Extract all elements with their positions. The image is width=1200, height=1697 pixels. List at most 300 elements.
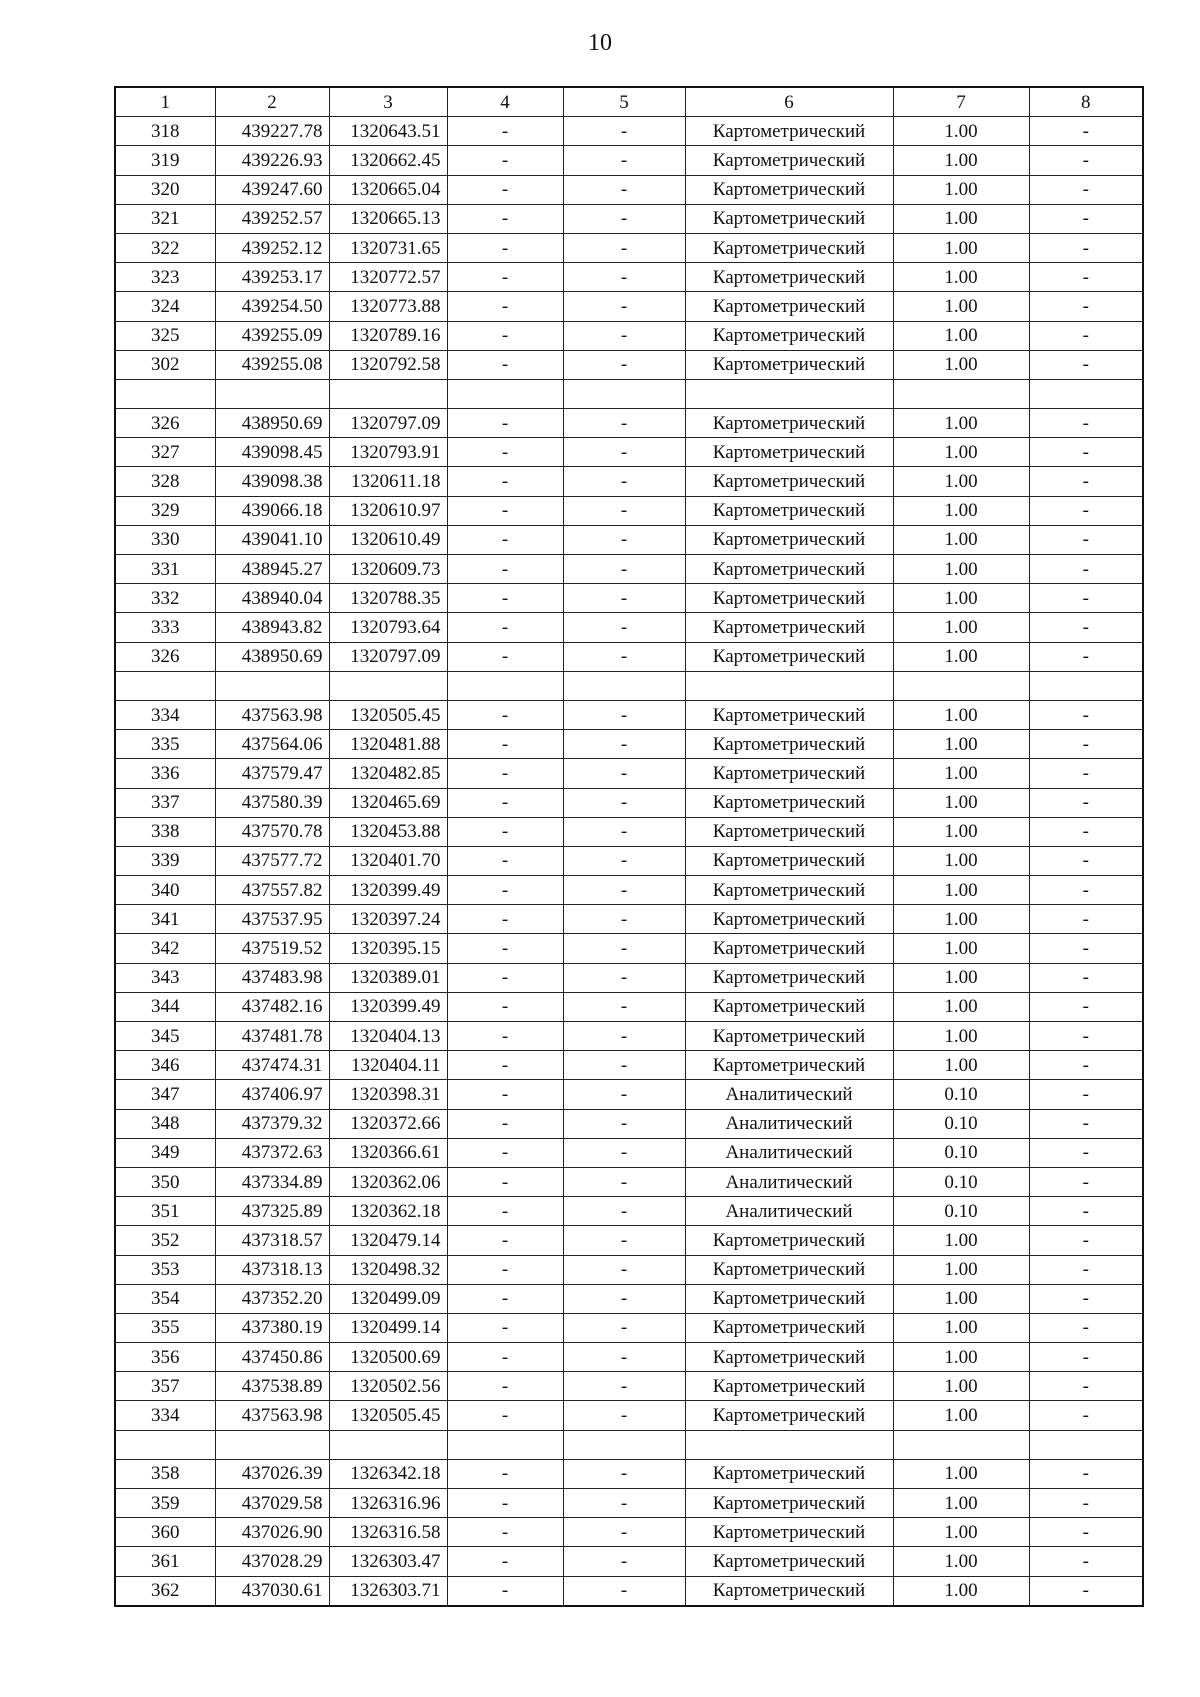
table-row bbox=[115, 467, 1143, 496]
table-cell: Аналитический bbox=[685, 1197, 893, 1226]
table-row bbox=[115, 613, 1143, 642]
table-cell: - bbox=[447, 613, 563, 642]
table-cell: 437481.78 bbox=[215, 1022, 329, 1051]
table-cell: - bbox=[563, 1167, 685, 1196]
table-cell: 356 bbox=[115, 1343, 215, 1372]
table-cell: 358 bbox=[115, 1459, 215, 1488]
table-row bbox=[115, 905, 1143, 934]
table-row bbox=[115, 1372, 1143, 1401]
table-row bbox=[115, 350, 1143, 379]
table-cell: 352 bbox=[115, 1226, 215, 1255]
table-cell: Картометрический bbox=[685, 1313, 893, 1342]
table-row bbox=[115, 438, 1143, 467]
table-cell: 437318.57 bbox=[215, 1226, 329, 1255]
column-header: 8 bbox=[1029, 87, 1143, 117]
table-cell: 330 bbox=[115, 525, 215, 554]
table-cell: 437029.58 bbox=[215, 1489, 329, 1518]
table-cell: 1.00 bbox=[893, 1343, 1029, 1372]
table-cell: Картометрический bbox=[685, 1372, 893, 1401]
table-cell: 1.00 bbox=[893, 146, 1029, 175]
table-cell: - bbox=[1029, 525, 1143, 554]
table-cell: 362 bbox=[115, 1576, 215, 1606]
table-cell: 439255.08 bbox=[215, 350, 329, 379]
table-cell: 1.00 bbox=[893, 759, 1029, 788]
table-cell: - bbox=[447, 146, 563, 175]
table-cell: - bbox=[447, 117, 563, 146]
table-cell: - bbox=[447, 350, 563, 379]
table-cell bbox=[115, 671, 215, 700]
table-cell: Картометрический bbox=[685, 292, 893, 321]
table-cell: - bbox=[1029, 700, 1143, 729]
table-cell: 1320399.49 bbox=[329, 992, 447, 1021]
table-cell: 354 bbox=[115, 1284, 215, 1313]
table-cell: - bbox=[447, 788, 563, 817]
table-cell: 1.00 bbox=[893, 292, 1029, 321]
table-cell: 437372.63 bbox=[215, 1138, 329, 1167]
table-cell: - bbox=[563, 146, 685, 175]
table-cell: 1320665.04 bbox=[329, 175, 447, 204]
table-cell: 437026.39 bbox=[215, 1459, 329, 1488]
table-cell: - bbox=[563, 584, 685, 613]
table-cell: 437577.72 bbox=[215, 846, 329, 875]
table-cell: - bbox=[447, 992, 563, 1021]
table-cell: 1.00 bbox=[893, 817, 1029, 846]
table-cell: 1320499.09 bbox=[329, 1284, 447, 1313]
table-body bbox=[115, 117, 1143, 1606]
table-cell: - bbox=[1029, 496, 1143, 525]
table-cell: 359 bbox=[115, 1489, 215, 1518]
table-cell: 1320609.73 bbox=[329, 555, 447, 584]
table-cell: - bbox=[1029, 788, 1143, 817]
table-cell: 439252.12 bbox=[215, 233, 329, 262]
table-cell: Картометрический bbox=[685, 350, 893, 379]
table-cell: Картометрический bbox=[685, 117, 893, 146]
table-cell: - bbox=[447, 1080, 563, 1109]
table-cell: - bbox=[1029, 467, 1143, 496]
table-cell: 439227.78 bbox=[215, 117, 329, 146]
table-cell: 1.00 bbox=[893, 700, 1029, 729]
table-cell: 1.00 bbox=[893, 1459, 1029, 1488]
table-row bbox=[115, 117, 1143, 146]
table-cell: 322 bbox=[115, 233, 215, 262]
table-cell: 361 bbox=[115, 1547, 215, 1576]
column-header: 6 bbox=[685, 87, 893, 117]
table-cell: 1.00 bbox=[893, 846, 1029, 875]
table-cell: 1320505.45 bbox=[329, 700, 447, 729]
table-cell: 360 bbox=[115, 1518, 215, 1547]
table-cell: - bbox=[1029, 1080, 1143, 1109]
table-cell: 1320404.11 bbox=[329, 1051, 447, 1080]
table-cell: 1326342.18 bbox=[329, 1459, 447, 1488]
table-cell: Картометрический bbox=[685, 1576, 893, 1606]
table-cell: - bbox=[1029, 1022, 1143, 1051]
table-cell: 1320505.45 bbox=[329, 1401, 447, 1430]
table-cell: - bbox=[1029, 613, 1143, 642]
table-cell: 1320662.45 bbox=[329, 146, 447, 175]
table-cell: 1320792.58 bbox=[329, 350, 447, 379]
table-cell: 439252.57 bbox=[215, 204, 329, 233]
table-cell: 338 bbox=[115, 817, 215, 846]
table-cell: 0.10 bbox=[893, 1109, 1029, 1138]
table-cell: Картометрический bbox=[685, 788, 893, 817]
table-cell: 1.00 bbox=[893, 233, 1029, 262]
table-cell: - bbox=[1029, 1284, 1143, 1313]
table-cell: - bbox=[563, 700, 685, 729]
table-cell: Картометрический bbox=[685, 438, 893, 467]
table-cell: 1320404.13 bbox=[329, 1022, 447, 1051]
table-cell: 1.00 bbox=[893, 321, 1029, 350]
table-row bbox=[115, 1313, 1143, 1342]
table-cell: - bbox=[563, 788, 685, 817]
table-cell: 1326316.96 bbox=[329, 1489, 447, 1518]
table-cell: 437325.89 bbox=[215, 1197, 329, 1226]
table-cell: - bbox=[563, 1080, 685, 1109]
table-cell: 438943.82 bbox=[215, 613, 329, 642]
table-cell: - bbox=[447, 1255, 563, 1284]
table-cell: - bbox=[447, 1547, 563, 1576]
table-cell: - bbox=[1029, 905, 1143, 934]
table-cell: 0.10 bbox=[893, 1080, 1029, 1109]
table-cell: 355 bbox=[115, 1313, 215, 1342]
table-cell: - bbox=[1029, 1138, 1143, 1167]
table-cell: - bbox=[447, 1138, 563, 1167]
table-cell: - bbox=[447, 1022, 563, 1051]
table-cell: - bbox=[563, 642, 685, 671]
table-cell: - bbox=[1029, 175, 1143, 204]
table-cell: 323 bbox=[115, 263, 215, 292]
table-cell: 1.00 bbox=[893, 934, 1029, 963]
table-cell: - bbox=[447, 1167, 563, 1196]
table-row bbox=[115, 1430, 1143, 1459]
table-cell bbox=[1029, 379, 1143, 408]
table-cell: Картометрический bbox=[685, 1489, 893, 1518]
table-cell: 437537.95 bbox=[215, 905, 329, 934]
table-cell: Картометрический bbox=[685, 496, 893, 525]
table-cell: 1320500.69 bbox=[329, 1343, 447, 1372]
table-row bbox=[115, 1109, 1143, 1138]
table-cell: 325 bbox=[115, 321, 215, 350]
table-cell: - bbox=[563, 555, 685, 584]
table-row bbox=[115, 1197, 1143, 1226]
table-row bbox=[115, 1547, 1143, 1576]
table-cell: 1320502.56 bbox=[329, 1372, 447, 1401]
table-cell: - bbox=[1029, 1576, 1143, 1606]
table-cell: 437026.90 bbox=[215, 1518, 329, 1547]
table-cell: - bbox=[447, 1109, 563, 1138]
table-cell: 333 bbox=[115, 613, 215, 642]
table-cell: - bbox=[447, 204, 563, 233]
table-row bbox=[115, 555, 1143, 584]
table-row bbox=[115, 1080, 1143, 1109]
table-cell: 437563.98 bbox=[215, 700, 329, 729]
table-cell bbox=[329, 1430, 447, 1459]
table-row bbox=[115, 788, 1143, 817]
table-cell: 437538.89 bbox=[215, 1372, 329, 1401]
table-row bbox=[115, 817, 1143, 846]
table-row bbox=[115, 1518, 1143, 1547]
table-cell: - bbox=[1029, 146, 1143, 175]
table-row bbox=[115, 934, 1143, 963]
table-row bbox=[115, 1401, 1143, 1430]
table-cell bbox=[329, 379, 447, 408]
table-cell: - bbox=[1029, 817, 1143, 846]
table-cell: 334 bbox=[115, 1401, 215, 1430]
column-header: 7 bbox=[893, 87, 1029, 117]
table-cell: - bbox=[1029, 1051, 1143, 1080]
table-cell: 1.00 bbox=[893, 730, 1029, 759]
table-cell: 1.00 bbox=[893, 1401, 1029, 1430]
table-row bbox=[115, 525, 1143, 554]
table-cell: 321 bbox=[115, 204, 215, 233]
table-cell: 1326316.58 bbox=[329, 1518, 447, 1547]
table-cell bbox=[215, 671, 329, 700]
table-cell: 1320481.88 bbox=[329, 730, 447, 759]
table-cell: 1320797.09 bbox=[329, 409, 447, 438]
table-cell: 439254.50 bbox=[215, 292, 329, 321]
table-cell: - bbox=[1029, 117, 1143, 146]
table-cell: 346 bbox=[115, 1051, 215, 1080]
table-cell: 329 bbox=[115, 496, 215, 525]
table-cell: 437380.19 bbox=[215, 1313, 329, 1342]
table-cell: - bbox=[447, 1372, 563, 1401]
table-cell: Картометрический bbox=[685, 1547, 893, 1576]
table-cell: 341 bbox=[115, 905, 215, 934]
table-cell: 337 bbox=[115, 788, 215, 817]
table-cell: - bbox=[447, 321, 563, 350]
table-cell: - bbox=[447, 438, 563, 467]
table-cell: - bbox=[1029, 876, 1143, 905]
table-cell: 345 bbox=[115, 1022, 215, 1051]
table-cell: - bbox=[563, 525, 685, 554]
table-cell: 1320665.13 bbox=[329, 204, 447, 233]
table-cell: 1.00 bbox=[893, 1051, 1029, 1080]
table-cell: 1320643.51 bbox=[329, 117, 447, 146]
table-row bbox=[115, 146, 1143, 175]
table-cell: - bbox=[1029, 263, 1143, 292]
table-cell: Картометрический bbox=[685, 321, 893, 350]
table-cell: - bbox=[447, 934, 563, 963]
table-cell: 437483.98 bbox=[215, 963, 329, 992]
coordinates-table bbox=[114, 86, 1144, 1607]
table-cell: - bbox=[447, 496, 563, 525]
table-cell: - bbox=[563, 409, 685, 438]
table-cell: 1320482.85 bbox=[329, 759, 447, 788]
table-cell: 1.00 bbox=[893, 263, 1029, 292]
table-cell: Картометрический bbox=[685, 700, 893, 729]
table-cell: 326 bbox=[115, 642, 215, 671]
table-cell: Картометрический bbox=[685, 1518, 893, 1547]
table-cell: 0.10 bbox=[893, 1138, 1029, 1167]
table-cell: 1.00 bbox=[893, 555, 1029, 584]
table-cell: - bbox=[447, 963, 563, 992]
table-cell: 1320395.15 bbox=[329, 934, 447, 963]
table-cell: - bbox=[1029, 759, 1143, 788]
table-cell: - bbox=[1029, 1547, 1143, 1576]
table-cell: 438950.69 bbox=[215, 642, 329, 671]
table-cell: Картометрический bbox=[685, 934, 893, 963]
table-cell: Картометрический bbox=[685, 846, 893, 875]
table-row bbox=[115, 1167, 1143, 1196]
table-cell: 1320362.06 bbox=[329, 1167, 447, 1196]
table-cell: 437564.06 bbox=[215, 730, 329, 759]
table-cell bbox=[563, 1430, 685, 1459]
table-cell: - bbox=[447, 292, 563, 321]
table-cell: Аналитический bbox=[685, 1167, 893, 1196]
table-cell: 439041.10 bbox=[215, 525, 329, 554]
table-cell: Картометрический bbox=[685, 263, 893, 292]
table-cell: - bbox=[447, 263, 563, 292]
table-cell: 1320366.61 bbox=[329, 1138, 447, 1167]
table-cell: 340 bbox=[115, 876, 215, 905]
table-cell: Аналитический bbox=[685, 1109, 893, 1138]
table-cell: - bbox=[447, 1313, 563, 1342]
table-cell: 1.00 bbox=[893, 1547, 1029, 1576]
table-cell bbox=[893, 379, 1029, 408]
table-cell: Картометрический bbox=[685, 613, 893, 642]
table-row bbox=[115, 700, 1143, 729]
table-row bbox=[115, 1459, 1143, 1488]
table-cell: - bbox=[1029, 233, 1143, 262]
table-cell: 437570.78 bbox=[215, 817, 329, 846]
table-cell: 1320797.09 bbox=[329, 642, 447, 671]
table-row bbox=[115, 233, 1143, 262]
table-cell: - bbox=[563, 321, 685, 350]
table-cell: 1320398.31 bbox=[329, 1080, 447, 1109]
table-cell: 1.00 bbox=[893, 905, 1029, 934]
table-cell: 0.10 bbox=[893, 1197, 1029, 1226]
table-cell: - bbox=[563, 263, 685, 292]
table-cell: - bbox=[563, 1343, 685, 1372]
column-header: 1 bbox=[115, 87, 215, 117]
table-cell: - bbox=[1029, 1255, 1143, 1284]
table-cell: Картометрический bbox=[685, 175, 893, 204]
table-row bbox=[115, 876, 1143, 905]
table-cell: - bbox=[563, 876, 685, 905]
table-cell: - bbox=[563, 117, 685, 146]
table-row bbox=[115, 759, 1143, 788]
table-cell bbox=[115, 379, 215, 408]
table-cell: Картометрический bbox=[685, 233, 893, 262]
table-cell: 1.00 bbox=[893, 204, 1029, 233]
table-cell: - bbox=[563, 1518, 685, 1547]
table-cell: - bbox=[1029, 1372, 1143, 1401]
table-cell: 439098.45 bbox=[215, 438, 329, 467]
table-cell: 328 bbox=[115, 467, 215, 496]
table-cell: 1320610.97 bbox=[329, 496, 447, 525]
table-cell: 1320772.57 bbox=[329, 263, 447, 292]
table-cell: 350 bbox=[115, 1167, 215, 1196]
table-cell: Картометрический bbox=[685, 642, 893, 671]
table-cell: 1320498.32 bbox=[329, 1255, 447, 1284]
table-cell: - bbox=[563, 1197, 685, 1226]
table-cell: 438945.27 bbox=[215, 555, 329, 584]
table-row bbox=[115, 963, 1143, 992]
table-cell: 1.00 bbox=[893, 1576, 1029, 1606]
table-cell: 1320773.88 bbox=[329, 292, 447, 321]
table-cell: - bbox=[447, 525, 563, 554]
table-cell: - bbox=[447, 1226, 563, 1255]
table-cell: - bbox=[563, 204, 685, 233]
table-cell: - bbox=[447, 876, 563, 905]
table-cell: Картометрический bbox=[685, 1226, 893, 1255]
table-cell bbox=[685, 671, 893, 700]
table-cell: - bbox=[447, 1197, 563, 1226]
table-cell: - bbox=[563, 905, 685, 934]
table-row bbox=[115, 379, 1143, 408]
table-cell: - bbox=[447, 846, 563, 875]
table-cell: 1.00 bbox=[893, 175, 1029, 204]
table-cell: Картометрический bbox=[685, 1401, 893, 1430]
table-row bbox=[115, 496, 1143, 525]
table-cell: 1326303.47 bbox=[329, 1547, 447, 1576]
table-cell: 1.00 bbox=[893, 584, 1029, 613]
table-cell: - bbox=[1029, 409, 1143, 438]
table-cell: - bbox=[563, 1489, 685, 1518]
table-cell: - bbox=[563, 1138, 685, 1167]
table-cell: Картометрический bbox=[685, 467, 893, 496]
table-cell bbox=[447, 1430, 563, 1459]
table-cell: - bbox=[1029, 292, 1143, 321]
table-cell: 342 bbox=[115, 934, 215, 963]
table-cell bbox=[329, 671, 447, 700]
table-cell bbox=[893, 1430, 1029, 1459]
table-cell: 339 bbox=[115, 846, 215, 875]
table-cell: - bbox=[563, 730, 685, 759]
table-cell: - bbox=[563, 613, 685, 642]
table-cell: 1.00 bbox=[893, 496, 1029, 525]
table-cell: - bbox=[1029, 1518, 1143, 1547]
table-cell: - bbox=[563, 934, 685, 963]
table-cell: - bbox=[1029, 963, 1143, 992]
table-cell: - bbox=[563, 992, 685, 1021]
table-cell: 1.00 bbox=[893, 788, 1029, 817]
table-cell: 1320793.64 bbox=[329, 613, 447, 642]
table-cell: - bbox=[1029, 1401, 1143, 1430]
table-cell: - bbox=[1029, 350, 1143, 379]
table-cell: - bbox=[563, 350, 685, 379]
table-cell: 1.00 bbox=[893, 467, 1029, 496]
table-cell: 1.00 bbox=[893, 350, 1029, 379]
table-cell: Картометрический bbox=[685, 1343, 893, 1372]
table-cell: - bbox=[447, 555, 563, 584]
table-cell: - bbox=[1029, 992, 1143, 1021]
table-cell: - bbox=[563, 233, 685, 262]
table-cell bbox=[1029, 1430, 1143, 1459]
table-cell: 1.00 bbox=[893, 525, 1029, 554]
table-cell: 437334.89 bbox=[215, 1167, 329, 1196]
table-cell: 1.00 bbox=[893, 642, 1029, 671]
table-cell bbox=[215, 1430, 329, 1459]
table-cell: 1.00 bbox=[893, 1372, 1029, 1401]
table-cell: 1.00 bbox=[893, 1313, 1029, 1342]
table-cell: 437563.98 bbox=[215, 1401, 329, 1430]
table-cell bbox=[563, 379, 685, 408]
column-header: 4 bbox=[447, 87, 563, 117]
table-cell: 1.00 bbox=[893, 1489, 1029, 1518]
table-cell: - bbox=[563, 1109, 685, 1138]
table-row bbox=[115, 846, 1143, 875]
table-cell: - bbox=[563, 1372, 685, 1401]
table-cell: - bbox=[563, 292, 685, 321]
table-cell: 349 bbox=[115, 1138, 215, 1167]
table-row bbox=[115, 1255, 1143, 1284]
table-cell: 437557.82 bbox=[215, 876, 329, 905]
table-cell: - bbox=[1029, 642, 1143, 671]
table-cell: - bbox=[563, 817, 685, 846]
table-cell: 324 bbox=[115, 292, 215, 321]
table-cell: 0.10 bbox=[893, 1167, 1029, 1196]
table-cell: - bbox=[447, 409, 563, 438]
